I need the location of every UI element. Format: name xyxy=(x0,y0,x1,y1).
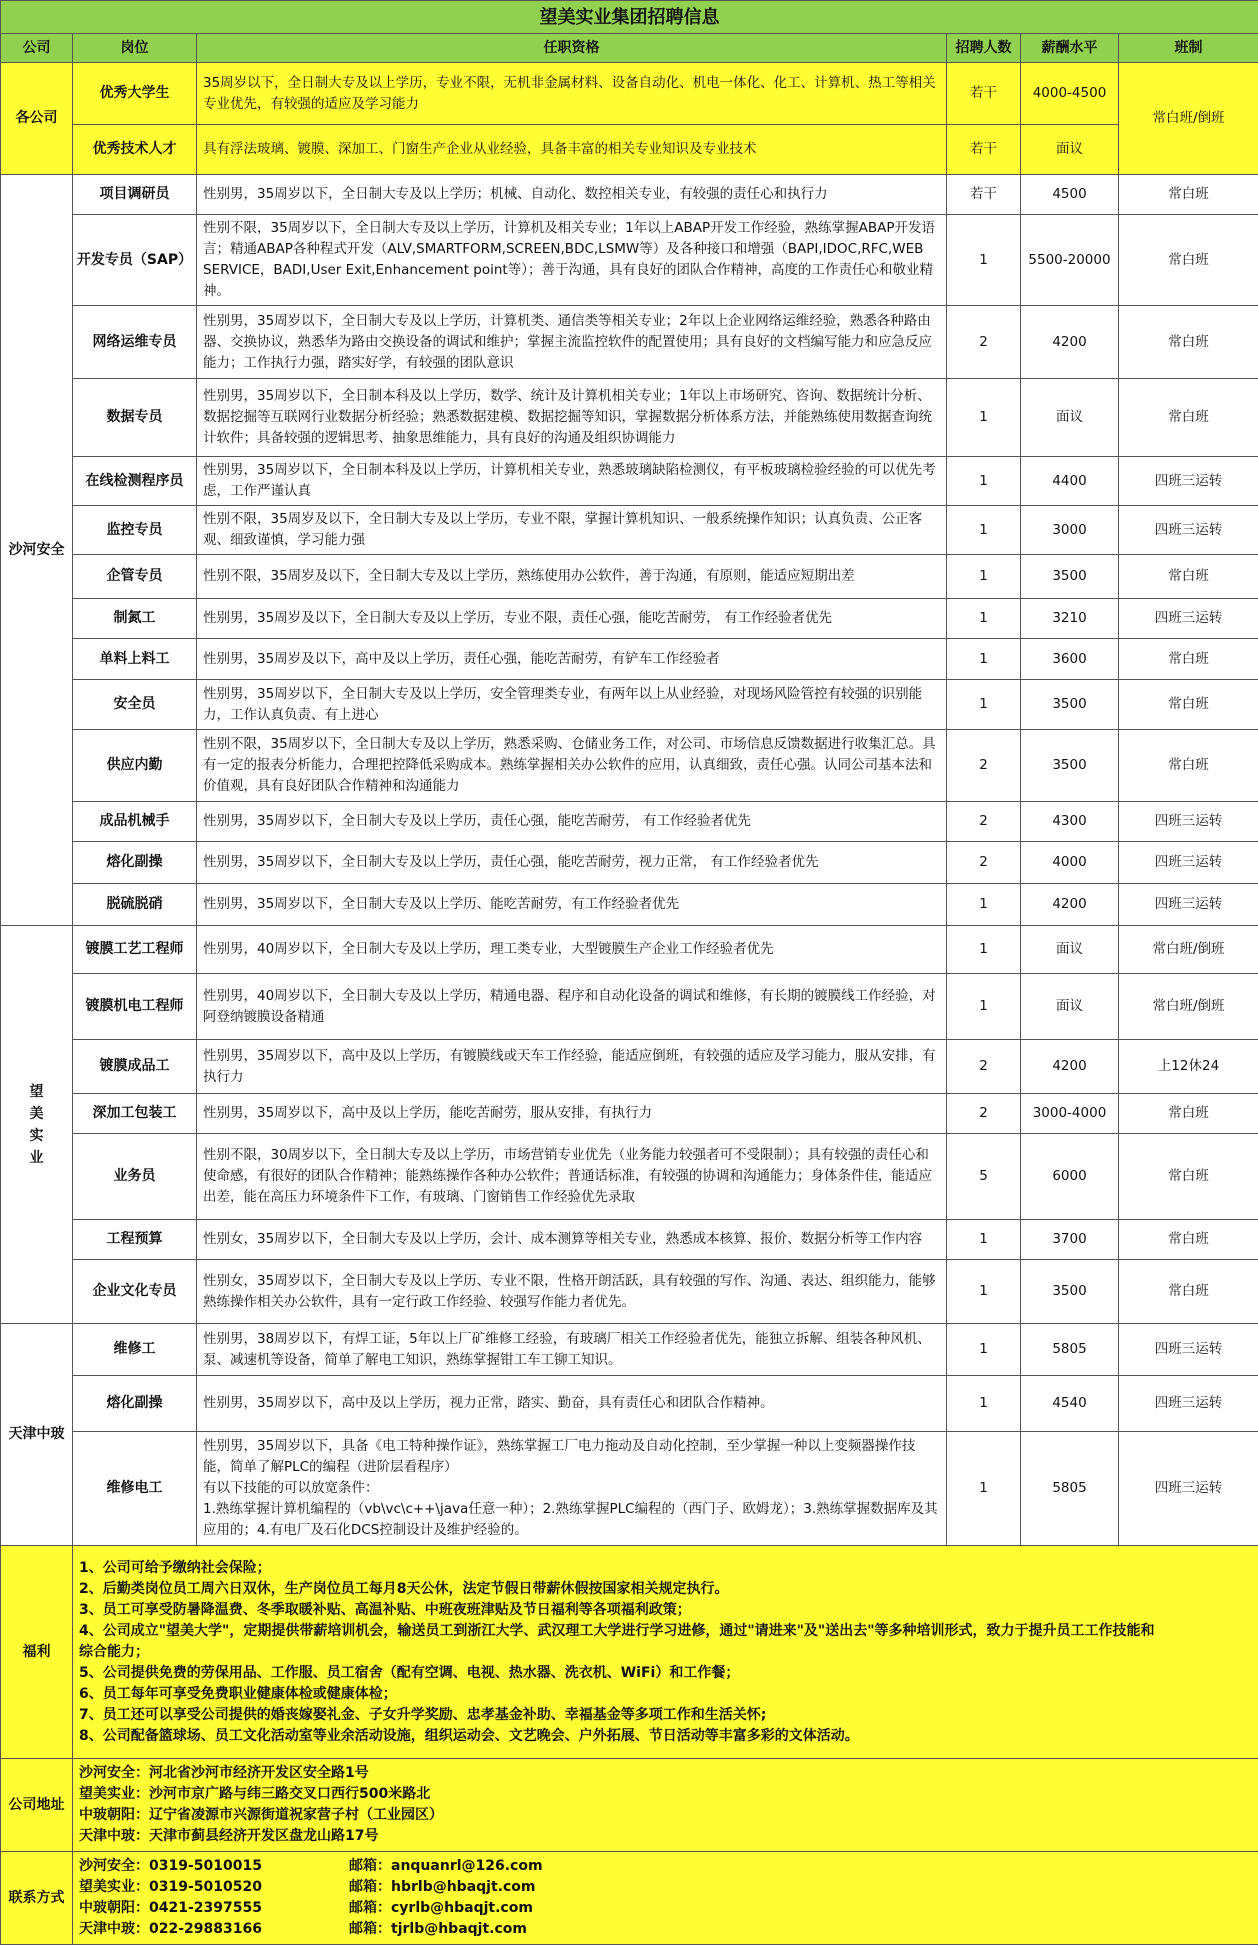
salary-cell: 3500 xyxy=(1021,680,1119,730)
salary-cell: 3500 xyxy=(1021,1260,1119,1324)
job-row xyxy=(1,639,1258,680)
salary-cell: 3000 xyxy=(1021,506,1119,555)
salary-cell: 面议 xyxy=(1021,125,1119,175)
position-cell: 监控专员 xyxy=(73,506,197,555)
salary-cell: 3210 xyxy=(1021,599,1119,639)
shift-cell: 常白班 xyxy=(1119,1094,1258,1134)
headcount-cell: 1 xyxy=(947,1324,1021,1376)
shift-cell: 四班三运转 xyxy=(1119,1376,1258,1432)
headcount-cell: 2 xyxy=(947,1094,1021,1134)
salary-cell: 3700 xyxy=(1021,1220,1119,1260)
job-row xyxy=(1,599,1258,639)
headcount-cell: 1 xyxy=(947,1376,1021,1432)
column-header: 公司 xyxy=(1,34,73,63)
requirement-cell: 性别男，35周岁以下，全日制大专及以上学历；机械、自动化、数控相关专业，有较强的责任心和执行力 xyxy=(197,175,947,215)
welfare-row xyxy=(1,1546,1258,1759)
job-row xyxy=(1,215,1258,306)
shift-cell: 常白班 xyxy=(1119,379,1258,457)
headcount-cell: 1 xyxy=(947,974,1021,1040)
requirement-cell: 性别男，35周岁及以下，高中及以上学历，责任心强，能吃苦耐劳，有铲车工作经验者 xyxy=(197,639,947,680)
headcount-cell: 1 xyxy=(947,1220,1021,1260)
requirement-cell: 性别男，35周岁以下，全日制大专及以上学历，安全管理类专业，有两年以上从业经验，对现场风险管控有较强的识别能力，工作认真负责、有上进心 xyxy=(197,680,947,730)
headcount-cell: 若干 xyxy=(947,63,1021,125)
welfare-label: 福利 xyxy=(1,1546,73,1759)
welfare-item: 7、员工还可以享受公司提供的婚丧嫁娶礼金、子女升学奖励、忠孝基金补助、幸福基金等多项工作和生活关怀; xyxy=(79,1705,1252,1726)
salary-cell: 4000 xyxy=(1021,842,1119,884)
position-cell: 脱硫脱硝 xyxy=(73,884,197,926)
job-row xyxy=(1,506,1258,555)
shift-cell: 四班三运转 xyxy=(1119,506,1258,555)
contact-item xyxy=(79,1856,1252,1877)
welfare-item: 2、后勤类岗位员工周六日双休，生产岗位员工每月8天公休，法定节假日带薪休假按国家相关规定执行。 xyxy=(79,1579,1252,1600)
position-cell: 制氮工 xyxy=(73,599,197,639)
headcount-cell: 1 xyxy=(947,599,1021,639)
salary-cell: 5805 xyxy=(1021,1324,1119,1376)
position-cell: 镀膜成品工 xyxy=(73,1040,197,1094)
welfare-item: 1、公司可给予缴纳社会保险； xyxy=(79,1558,1252,1579)
headcount-cell: 5 xyxy=(947,1134,1021,1220)
requirement-cell: 性别男，35周岁以下，全日制大专及以上学历、能吃苦耐劳，有工作经验者优先 xyxy=(197,884,947,926)
contact-item xyxy=(79,1919,1252,1940)
contact-phone: 沙河安全：0319-5010015 xyxy=(79,1856,349,1877)
position-cell: 镀膜工艺工程师 xyxy=(73,926,197,974)
salary-cell: 4000-4500 xyxy=(1021,63,1119,125)
contact-item xyxy=(79,1898,1252,1919)
position-cell: 熔化副操 xyxy=(73,1376,197,1432)
position-cell: 开发专员（SAP） xyxy=(73,215,197,306)
headcount-cell: 1 xyxy=(947,1260,1021,1324)
address-list xyxy=(73,1759,1258,1852)
welfare-item: 4、公司成立"望美大学"，定期提供带薪培训机会，输送员工到浙江大学、武汉理工大学进行学习进修，通过"请进来"及"送出去"等多种培训形式，致力于提升员工工作技能和 xyxy=(79,1621,1252,1642)
page-title: 望美实业集团招聘信息 xyxy=(1,1,1258,34)
company-cell xyxy=(1,926,73,1324)
column-header: 岗位 xyxy=(73,34,197,63)
address-row xyxy=(1,1759,1258,1852)
contact-list xyxy=(73,1852,1258,1945)
welfare-item: 3、员工可享受防暑降温费、冬季取暖补贴、高温补贴、中班夜班津贴及节日福利等各项福利政策； xyxy=(79,1600,1252,1621)
shift-cell: 常白班 xyxy=(1119,639,1258,680)
position-cell: 维修工 xyxy=(73,1324,197,1376)
salary-cell: 4200 xyxy=(1021,306,1119,379)
position-cell: 成品机械手 xyxy=(73,802,197,842)
salary-cell: 4400 xyxy=(1021,457,1119,506)
headcount-cell: 2 xyxy=(947,730,1021,802)
job-row xyxy=(1,974,1258,1040)
job-row xyxy=(1,884,1258,926)
welfare-item: 综合能力； xyxy=(79,1642,1252,1663)
company-cell: 各公司 xyxy=(1,63,73,175)
job-row xyxy=(1,680,1258,730)
shift-cell: 常白班 xyxy=(1119,680,1258,730)
shift-cell: 常白班/倒班 xyxy=(1119,926,1258,974)
requirement-cell: 性别男，40周岁以下，全日制大专及以上学历，精通电器、程序和自动化设备的调试和维修，有长期的镀膜线工作经验，对阿登纳镀膜设备精通 xyxy=(197,974,947,1040)
contact-phone: 中玻朝阳：0421-2397555 xyxy=(79,1898,349,1919)
job-row xyxy=(1,1324,1258,1376)
headcount-cell: 1 xyxy=(947,379,1021,457)
salary-cell: 3500 xyxy=(1021,555,1119,599)
job-row xyxy=(1,842,1258,884)
contact-label: 联系方式 xyxy=(1,1852,73,1945)
salary-cell: 6000 xyxy=(1021,1134,1119,1220)
job-row xyxy=(1,1220,1258,1260)
contact-email[interactable]: 邮箱：hbrlb@hbaqjt.com xyxy=(349,1877,535,1898)
position-cell: 单料上料工 xyxy=(73,639,197,680)
job-row xyxy=(1,730,1258,802)
job-row xyxy=(1,457,1258,506)
job-row xyxy=(1,379,1258,457)
requirement-cell: 性别男，35周岁以下，全日制大专及以上学历，责任心强，能吃苦耐劳，视力正常， 有工作经验者优先 xyxy=(197,842,947,884)
job-row xyxy=(1,1094,1258,1134)
headcount-cell: 1 xyxy=(947,555,1021,599)
position-cell: 工程预算 xyxy=(73,1220,197,1260)
job-row xyxy=(1,802,1258,842)
requirement-cell: 性别男，35周岁以下，高中及以上学历，有镀膜线或天车工作经验，能适应倒班，有较强的适应及学习能力，服从安排，有执行力 xyxy=(197,1040,947,1094)
company-cell: 沙河安全 xyxy=(1,175,73,926)
requirement-cell: 性别不限，35周岁以下，全日制大专及以上学历，熟悉采购、仓储业务工作，对公司、市场信息反馈数据进行收集汇总。具有一定的报表分析能力，合理把控降低采购成本。熟练掌握相关办公软件的应用，认真细致，责任心强。认同公司基本法和价值观，具有良好团队合作精神和沟通能力 xyxy=(197,730,947,802)
requirement-cell: 性别男，35周岁以下，全日制大专及以上学历，责任心强，能吃苦耐劳， 有工作经验者优先 xyxy=(197,802,947,842)
shift-cell: 常白班/倒班 xyxy=(1119,974,1258,1040)
requirement-cell: 性别男，35周岁以下，高中及以上学历，视力正常，踏实、勤奋，具有责任心和团队合作精神。 xyxy=(197,1376,947,1432)
column-header: 班制 xyxy=(1119,34,1258,63)
headcount-cell: 2 xyxy=(947,306,1021,379)
job-row xyxy=(1,125,1258,175)
shift-cell: 常白班 xyxy=(1119,730,1258,802)
shift-cell: 四班三运转 xyxy=(1119,884,1258,926)
address-item: 望美实业：沙河市京广路与纬三路交叉口西行500米路北 xyxy=(79,1784,1252,1805)
requirement-cell: 性别不限，35周岁及以下，全日制大专及以上学历，熟练使用办公软件，善于沟通，有原则，能适应短期出差 xyxy=(197,555,947,599)
shift-cell: 常白班 xyxy=(1119,215,1258,306)
job-row xyxy=(1,63,1258,125)
headcount-cell: 1 xyxy=(947,884,1021,926)
contact-email[interactable]: 邮箱：tjrlb@hbaqjt.com xyxy=(349,1919,527,1940)
contact-phone: 天津中玻：022-29883166 xyxy=(79,1919,349,1940)
contact-phone: 望美实业：0319-5010520 xyxy=(79,1877,349,1898)
welfare-list xyxy=(73,1546,1258,1759)
salary-cell: 4300 xyxy=(1021,802,1119,842)
job-row xyxy=(1,306,1258,379)
headcount-cell: 若干 xyxy=(947,125,1021,175)
salary-cell: 4200 xyxy=(1021,1040,1119,1094)
headcount-cell: 1 xyxy=(947,1432,1021,1546)
position-cell: 企管专员 xyxy=(73,555,197,599)
job-row xyxy=(1,1432,1258,1546)
requirement-cell: 具有浮法玻璃、镀膜、深加工、门窗生产企业从业经验，具备丰富的相关专业知识及专业技术 xyxy=(197,125,947,175)
shift-cell: 四班三运转 xyxy=(1119,1324,1258,1376)
shift-cell: 四班三运转 xyxy=(1119,1432,1258,1546)
shift-cell: 常白班/倒班 xyxy=(1119,63,1258,175)
headcount-cell: 1 xyxy=(947,506,1021,555)
requirement-cell: 性别不限，35周岁以下，全日制大专及以上学历，计算机及相关专业；1年以上ABAP开发工作经验，熟练掌握ABAP开发语言；精通ABAP各种程式开发（ALV,SMARTFORM,SCREEN,BDC,LSMW等）及各种接口和增强（BAPI,IDOC,RFC,WEB SERVICE，BADI,User Exit,Enhancement point等）；善于沟通，具有良好的团队合作精神，高度的工作责任心和敬业精神。 xyxy=(197,215,947,306)
column-header: 招聘人数 xyxy=(947,34,1021,63)
address-item: 沙河安全：河北省沙河市经济开发区安全路1号 xyxy=(79,1763,1252,1784)
position-cell: 项目调研员 xyxy=(73,175,197,215)
address-item: 中玻朝阳：辽宁省凌源市兴源街道祝家营子村（工业园区） xyxy=(79,1805,1252,1826)
headcount-cell: 1 xyxy=(947,926,1021,974)
contact-item xyxy=(79,1877,1252,1898)
salary-cell: 3500 xyxy=(1021,730,1119,802)
position-cell: 熔化副操 xyxy=(73,842,197,884)
requirement-cell: 性别女，35周岁以下，全日制大专及以上学历，会计、成本测算等相关专业，熟悉成本核算、报价、数据分析等工作内容 xyxy=(197,1220,947,1260)
position-cell: 维修电工 xyxy=(73,1432,197,1546)
shift-cell: 常白班 xyxy=(1119,555,1258,599)
salary-cell: 5500-20000 xyxy=(1021,215,1119,306)
salary-cell: 3000-4000 xyxy=(1021,1094,1119,1134)
shift-cell: 四班三运转 xyxy=(1119,599,1258,639)
address-label: 公司地址 xyxy=(1,1759,73,1852)
requirement-cell: 性别男，40周岁以下，全日制大专及以上学历，理工类专业，大型镀膜生产企业工作经验者优先 xyxy=(197,926,947,974)
requirement-cell: 性别男，35周岁及以下，全日制大专及以上学历，专业不限，责任心强，能吃苦耐劳， 有工作经验者优先 xyxy=(197,599,947,639)
headcount-cell: 1 xyxy=(947,639,1021,680)
position-cell: 供应内勤 xyxy=(73,730,197,802)
position-cell: 业务员 xyxy=(73,1134,197,1220)
column-header: 薪酬水平 xyxy=(1021,34,1119,63)
contact-row xyxy=(1,1852,1258,1945)
welfare-item: 8、公司配备篮球场、员工文化活动室等业余活动设施，组织运动会、文艺晚会、户外拓展、节日活动等丰富多彩的文体活动。 xyxy=(79,1726,1252,1747)
job-row xyxy=(1,926,1258,974)
job-table-body xyxy=(1,63,1258,1546)
contact-email[interactable]: 邮箱：cyrlb@hbaqjt.com xyxy=(349,1898,533,1919)
shift-cell: 常白班 xyxy=(1119,1260,1258,1324)
headcount-cell: 1 xyxy=(947,680,1021,730)
shift-cell: 常白班 xyxy=(1119,175,1258,215)
salary-cell: 3600 xyxy=(1021,639,1119,680)
headcount-cell: 1 xyxy=(947,457,1021,506)
requirement-cell: 性别男，35周岁以下，具备《电工特种操作证》，熟练掌握工厂电力拖动及自动化控制，至少掌握一种以上变频器操作技能，简单了解PLC的编程（进阶层看程序） 有以下技能的可以放宽条件： 1.熟练掌握计算机编程的（vb\vc\c++\java任意一种）；2.熟练掌握PLC编程的（西门子、欧姆龙）；3.熟练掌握数据库及其应用的；4.有电厂及石化DCS控制设计及维护经验的。 xyxy=(197,1432,947,1546)
shift-cell: 四班三运转 xyxy=(1119,457,1258,506)
position-cell: 安全员 xyxy=(73,680,197,730)
position-cell: 在线检测程序员 xyxy=(73,457,197,506)
company-name: 望美实业 xyxy=(29,1081,45,1169)
job-row xyxy=(1,1040,1258,1094)
column-header: 任职资格 xyxy=(197,34,947,63)
shift-cell: 常白班 xyxy=(1119,1220,1258,1260)
salary-cell: 5805 xyxy=(1021,1432,1119,1546)
requirement-cell: 性别男，35周岁以下，全日制本科及以上学历，计算机相关专业，熟悉玻璃缺陷检测仪，有平板玻璃检验经验的可以优先考虑，工作严谨认真 xyxy=(197,457,947,506)
requirement-cell: 性别男，35周岁以下，全日制本科及以上学历，数学、统计及计算机相关专业；1年以上市场研究、咨询、数据统计分析、数据挖掘等互联网行业数据分析经验；熟悉数据建模、数据挖掘等知识，掌握数据分析体系方法，并能熟练使用数据查询统计软件；具备较强的逻辑思考、抽象思维能力，具有良好的沟通及组织协调能力 xyxy=(197,379,947,457)
requirement-cell: 性别男，35周岁以下，高中及以上学历，能吃苦耐劳，服从安排，有执行力 xyxy=(197,1094,947,1134)
salary-cell: 4540 xyxy=(1021,1376,1119,1432)
requirement-cell: 性别男，38周岁以下，有焊工证，5年以上厂矿维修工经验，有玻璃厂相关工作经验者优先，能独立拆解、组装各种风机、泵、减速机等设备，简单了解电工知识，熟练掌握钳工车工铆工知识。 xyxy=(197,1324,947,1376)
salary-cell: 面议 xyxy=(1021,974,1119,1040)
requirement-cell: 35周岁以下，全日制大专及以上学历，专业不限，无机非金属材料、设备自动化、机电一体化、化工、计算机、热工等相关专业优先，有较强的适应及学习能力 xyxy=(197,63,947,125)
job-row xyxy=(1,1134,1258,1220)
job-row xyxy=(1,1260,1258,1324)
headcount-cell: 2 xyxy=(947,1040,1021,1094)
contact-email[interactable]: 邮箱：anquanrl@126.com xyxy=(349,1856,543,1877)
salary-cell: 4500 xyxy=(1021,175,1119,215)
requirement-cell: 性别不限，30周岁以下，全日制大专及以上学历，市场营销专业优先（业务能力较强者可不受限制）；具有较强的责任心和使命感，有很好的团队合作精神；能熟练操作各种办公软件；普通话标准，有较强的协调和沟通能力；身体条件佳，能适应出差，能在高压力环境条件下工作，有玻璃、门窗销售工作经验优先录取 xyxy=(197,1134,947,1220)
job-row xyxy=(1,175,1258,215)
position-cell: 深加工包装工 xyxy=(73,1094,197,1134)
shift-cell: 常白班 xyxy=(1119,306,1258,379)
headcount-cell: 1 xyxy=(947,215,1021,306)
requirement-cell: 性别女，35周岁以下，全日制大专及以上学历、专业不限，性格开朗活跃，具有较强的写作、沟通、表达、组织能力，能够熟练操作相关办公软件，具有一定行政工作经验、较强写作能力者优先。 xyxy=(197,1260,947,1324)
header-row xyxy=(1,34,1258,63)
address-item: 天津中玻：天津市蓟县经济开发区盘龙山路17号 xyxy=(79,1826,1252,1847)
headcount-cell: 2 xyxy=(947,842,1021,884)
shift-cell: 四班三运转 xyxy=(1119,802,1258,842)
position-cell: 优秀技术人才 xyxy=(73,125,197,175)
welfare-item: 5、公司提供免费的劳保用品、工作服、员工宿舍（配有空调、电视、热水器、洗衣机、WiFi）和工作餐； xyxy=(79,1663,1252,1684)
shift-cell: 常白班 xyxy=(1119,1134,1258,1220)
shift-cell: 上12休24 xyxy=(1119,1040,1258,1094)
salary-cell: 4200 xyxy=(1021,884,1119,926)
position-cell: 数据专员 xyxy=(73,379,197,457)
salary-cell: 面议 xyxy=(1021,926,1119,974)
headcount-cell: 若干 xyxy=(947,175,1021,215)
headcount-cell: 2 xyxy=(947,802,1021,842)
shift-cell: 四班三运转 xyxy=(1119,842,1258,884)
position-cell: 网络运维专员 xyxy=(73,306,197,379)
salary-cell: 面议 xyxy=(1021,379,1119,457)
job-row xyxy=(1,555,1258,599)
position-cell: 企业文化专员 xyxy=(73,1260,197,1324)
position-cell: 镀膜机电工程师 xyxy=(73,974,197,1040)
job-row xyxy=(1,1376,1258,1432)
requirement-cell: 性别不限，35周岁及以下，全日制大专及以上学历，专业不限，掌握计算机知识、一般系统操作知识；认真负责、公正客观、细致谨慎，学习能力强 xyxy=(197,506,947,555)
welfare-item: 6、员工每年可享受免费职业健康体检或健康体检； xyxy=(79,1684,1252,1705)
requirement-cell: 性别男，35周岁以下，全日制大专及以上学历，计算机类、通信类等相关专业；2年以上企业网络运维经验，熟悉各种路由器、交换协议，熟悉华为路由交换设备的调试和维护；掌握主流监控软件的配置使用；具有良好的文档编写能力和应急反应能力；工作执行力强，踏实好学，有较强的团队意识 xyxy=(197,306,947,379)
position-cell: 优秀大学生 xyxy=(73,63,197,125)
company-cell: 天津中玻 xyxy=(1,1324,73,1546)
